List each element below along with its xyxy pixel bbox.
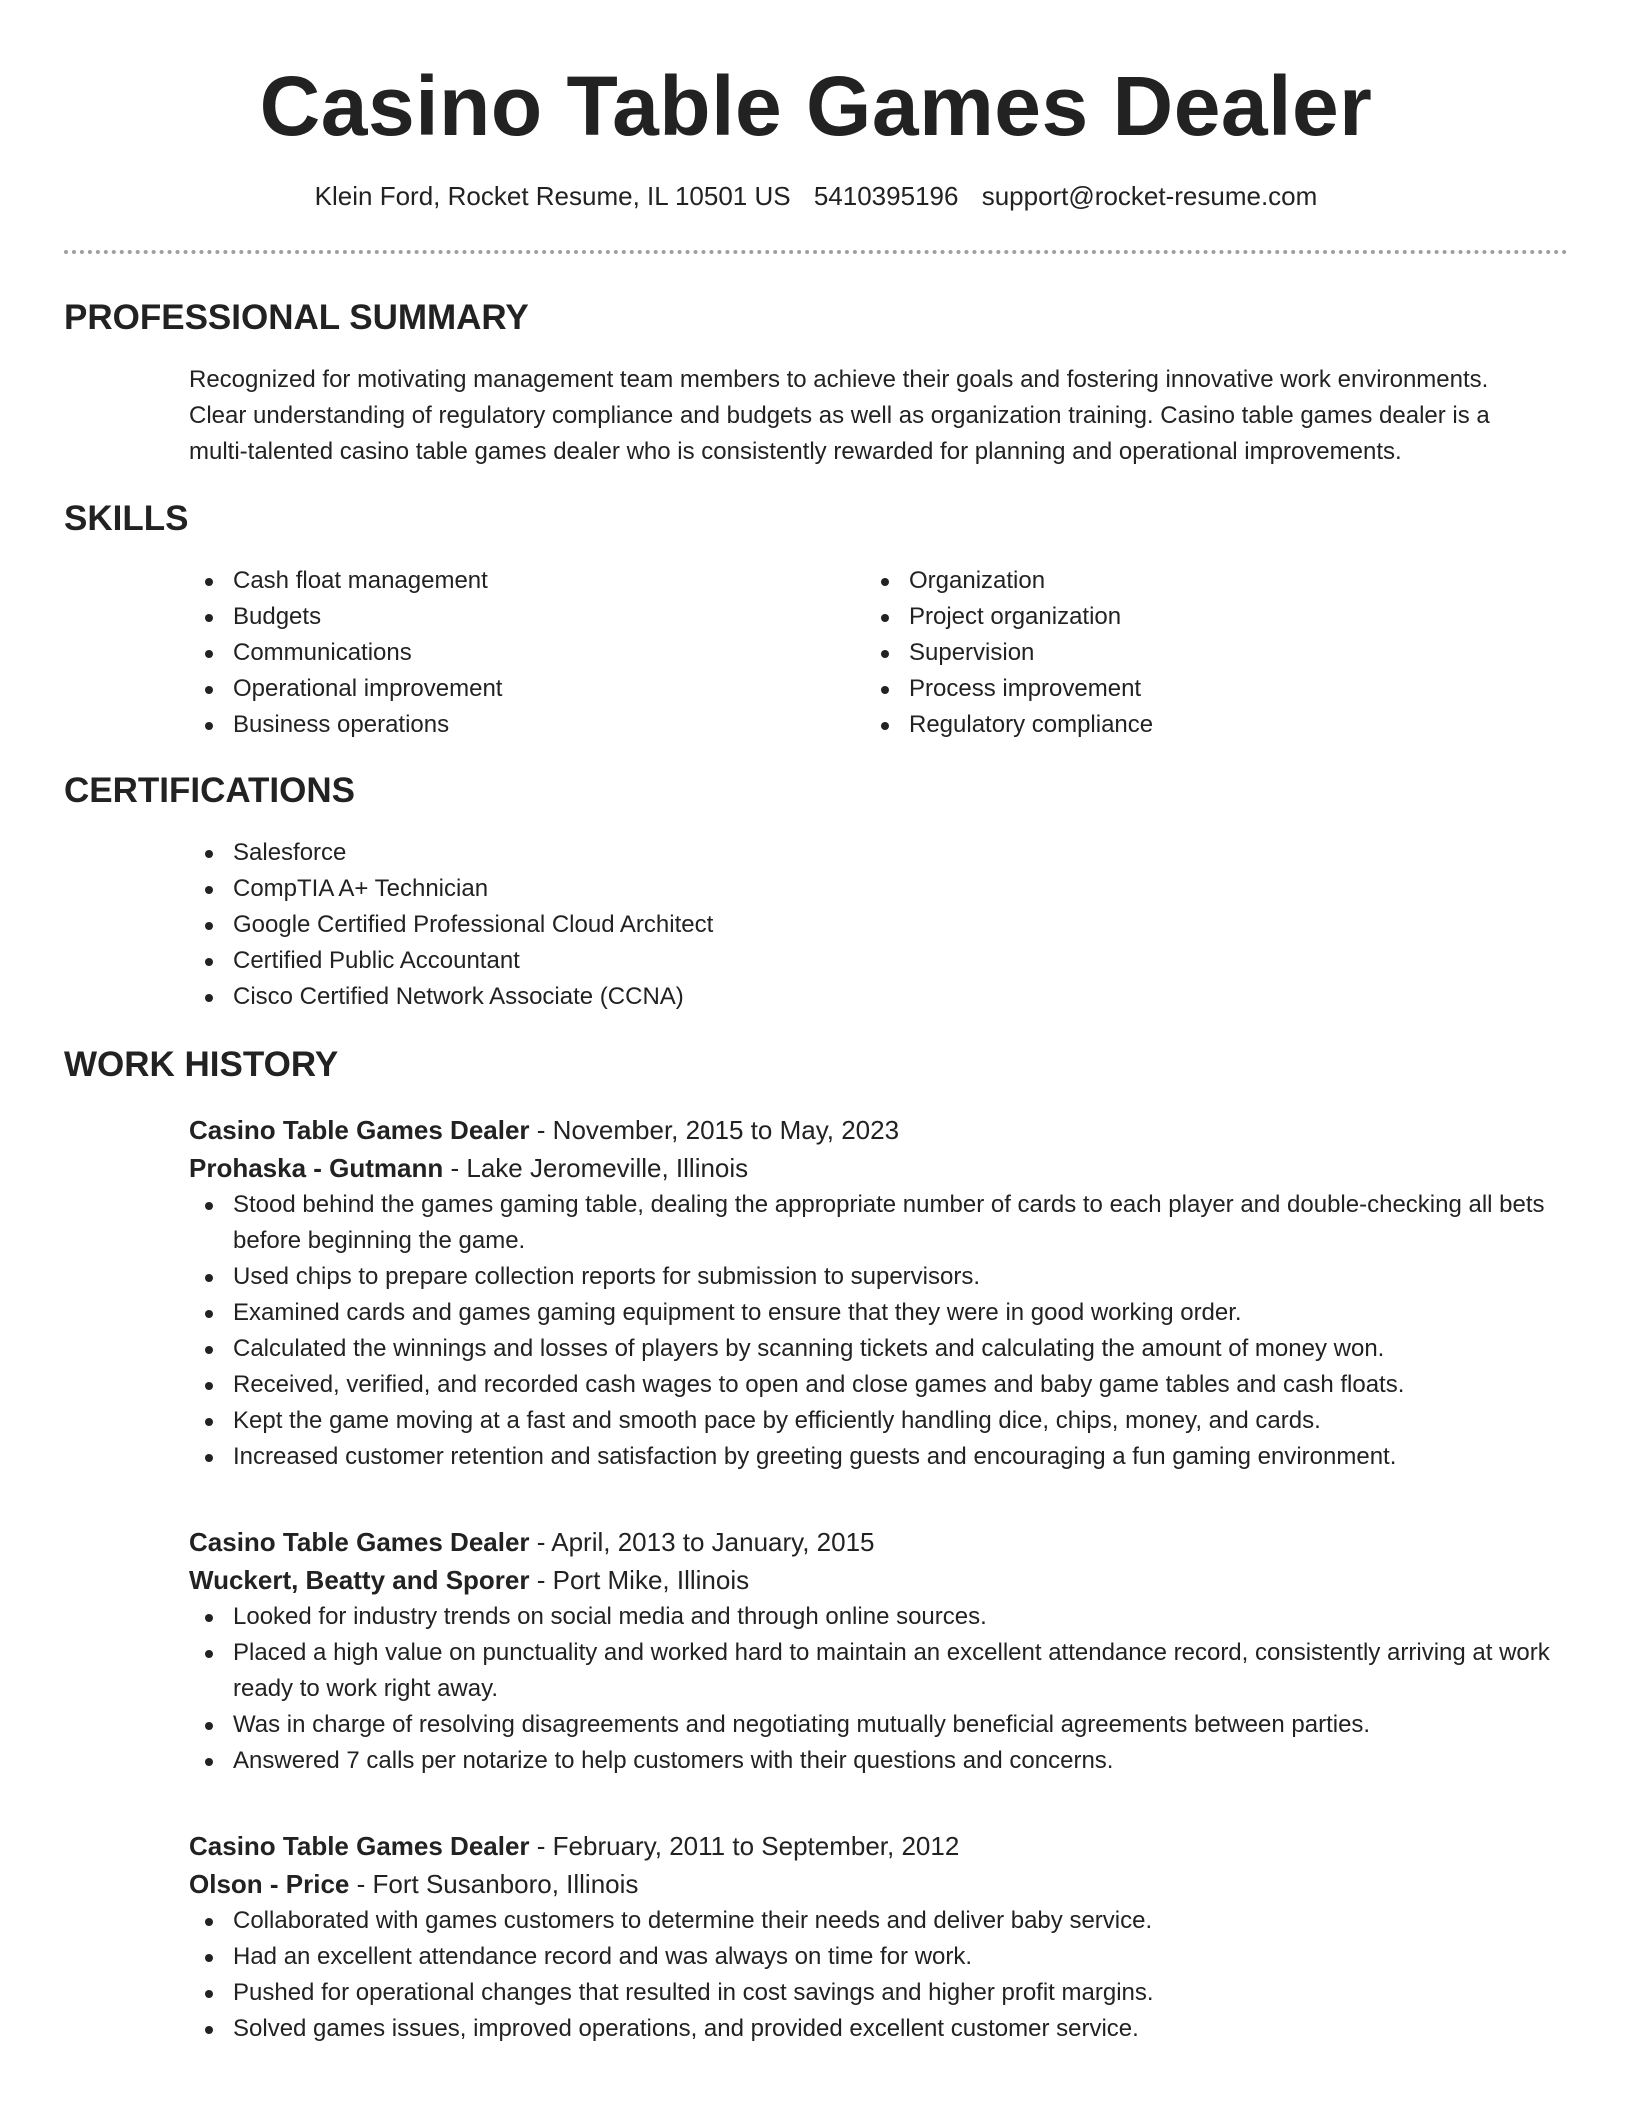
job-company-line: [189, 1865, 1569, 1903]
job-company: Wuckert, Beatty and Sporer: [189, 1565, 530, 1595]
job-bullet: Pushed for operational changes that resulted in cost savings and higher profit margins.: [189, 1975, 1569, 2011]
certifications-heading: CERTIFICATIONS: [64, 771, 356, 810]
skills-heading: SKILLS: [64, 499, 189, 538]
job-role: Casino Table Games Dealer: [189, 1115, 530, 1145]
job-bullet: Kept the game moving at a fast and smooth pace by efficiently handling dice, chips, money, and cards.: [189, 1403, 1569, 1439]
job-entry: [189, 1523, 1569, 1779]
certification-item: Cisco Certified Network Associate (CCNA): [189, 979, 1569, 1015]
job-bullet: Solved games issues, improved operations, and provided excellent customer service.: [189, 2011, 1569, 2047]
job-company-line: [189, 1149, 1569, 1187]
job-location: - Fort Susanboro, Illinois: [349, 1869, 639, 1899]
work-history-heading: WORK HISTORY: [64, 1045, 339, 1084]
job-dates: - April, 2013 to January, 2015: [529, 1527, 875, 1557]
job-dates: - November, 2015 to May, 2023: [529, 1115, 900, 1145]
job-bullets: [189, 1599, 1569, 1779]
skills-right-column: [865, 563, 1465, 743]
job-bullet: Increased customer retention and satisfaction by greeting guests and encouraging a fun gaming environment.: [189, 1439, 1569, 1475]
job-location: - Port Mike, Illinois: [529, 1565, 750, 1595]
job-bullet: Examined cards and games gaming equipment to ensure that they were in good working order.: [189, 1295, 1569, 1331]
job-company-line: [189, 1561, 1569, 1599]
job-bullet: Was in charge of resolving disagreements and negotiating mutually beneficial agreements between parties.: [189, 1707, 1569, 1743]
job-role: Casino Table Games Dealer: [189, 1527, 530, 1557]
skill-item: Budgets: [189, 599, 789, 635]
skill-item: Cash float management: [189, 563, 789, 599]
job-bullet: Calculated the winnings and losses of players by scanning tickets and calculating the amount of money won.: [189, 1331, 1569, 1367]
skill-item: Operational improvement: [189, 671, 789, 707]
certification-item: Salesforce: [189, 835, 1569, 871]
skill-item: Supervision: [865, 635, 1465, 671]
skill-item: Organization: [865, 563, 1465, 599]
summary-text: Recognized for motivating management team members to achieve their goals and fostering innovative work environments. Clear understanding of regulatory compliance and budgets as well as organization training. Casino table games dealer is a multi-talented casino table games dealer who is consistently rewarded for planning and operational improvements.: [189, 366, 1490, 465]
job-bullet: Used chips to prepare collection reports for submission to supervisors.: [189, 1259, 1569, 1295]
job-bullet: Collaborated with games customers to determine their needs and deliver baby service.: [189, 1903, 1569, 1939]
job-role: Casino Table Games Dealer: [189, 1831, 530, 1861]
summary-heading: PROFESSIONAL SUMMARY: [64, 298, 529, 337]
job-bullet: Received, verified, and recorded cash wages to open and close games and baby game tables and cash floats.: [189, 1367, 1569, 1403]
certifications-list: [189, 835, 1569, 1015]
contact-address: Klein Ford, Rocket Resume, IL 10501 US: [314, 181, 791, 211]
job-bullet: Placed a high value on punctuality and worked hard to maintain an excellent attendance record, consistently arriving at work ready to work right away.: [189, 1635, 1569, 1707]
job-entry: [189, 1111, 1569, 1475]
job-bullet: Answered 7 calls per notarize to help customers with their questions and concerns.: [189, 1743, 1569, 1779]
contact-email[interactable]: support@rocket-resume.com: [981, 181, 1318, 211]
header-divider: [64, 250, 1568, 254]
job-title-line: [189, 1523, 1569, 1561]
candidate-name: Casino Table Games Dealer: [259, 59, 1373, 153]
contact-line: [0, 178, 1632, 214]
job-title-line: [189, 1827, 1569, 1865]
job-bullet: Looked for industry trends on social media and through online sources.: [189, 1599, 1569, 1635]
certification-item: Certified Public Accountant: [189, 943, 1569, 979]
job-location: - Lake Jeromeville, Illinois: [443, 1153, 749, 1183]
job-bullets: [189, 1187, 1569, 1475]
skill-item: Process improvement: [865, 671, 1465, 707]
skill-item: Project organization: [865, 599, 1465, 635]
job-bullet: Stood behind the games gaming table, dealing the appropriate number of cards to each player and double-checking all bets before beginning the game.: [189, 1187, 1569, 1259]
job-company: Olson - Price: [189, 1869, 350, 1899]
contact-phone[interactable]: 5410395196: [813, 181, 959, 211]
job-bullets: [189, 1903, 1569, 2047]
certification-item: Google Certified Professional Cloud Architect: [189, 907, 1569, 943]
job-company: Prohaska - Gutmann: [189, 1153, 444, 1183]
skill-item: Communications: [189, 635, 789, 671]
job-entry: [189, 1827, 1569, 2047]
skills-left-column: [189, 563, 789, 743]
certification-item: CompTIA A+ Technician: [189, 871, 1569, 907]
job-dates: - February, 2011 to September, 2012: [529, 1831, 960, 1861]
job-bullet: Had an excellent attendance record and was always on time for work.: [189, 1939, 1569, 1975]
job-title-line: [189, 1111, 1569, 1149]
skill-item: Business operations: [189, 707, 789, 743]
skill-item: Regulatory compliance: [865, 707, 1465, 743]
